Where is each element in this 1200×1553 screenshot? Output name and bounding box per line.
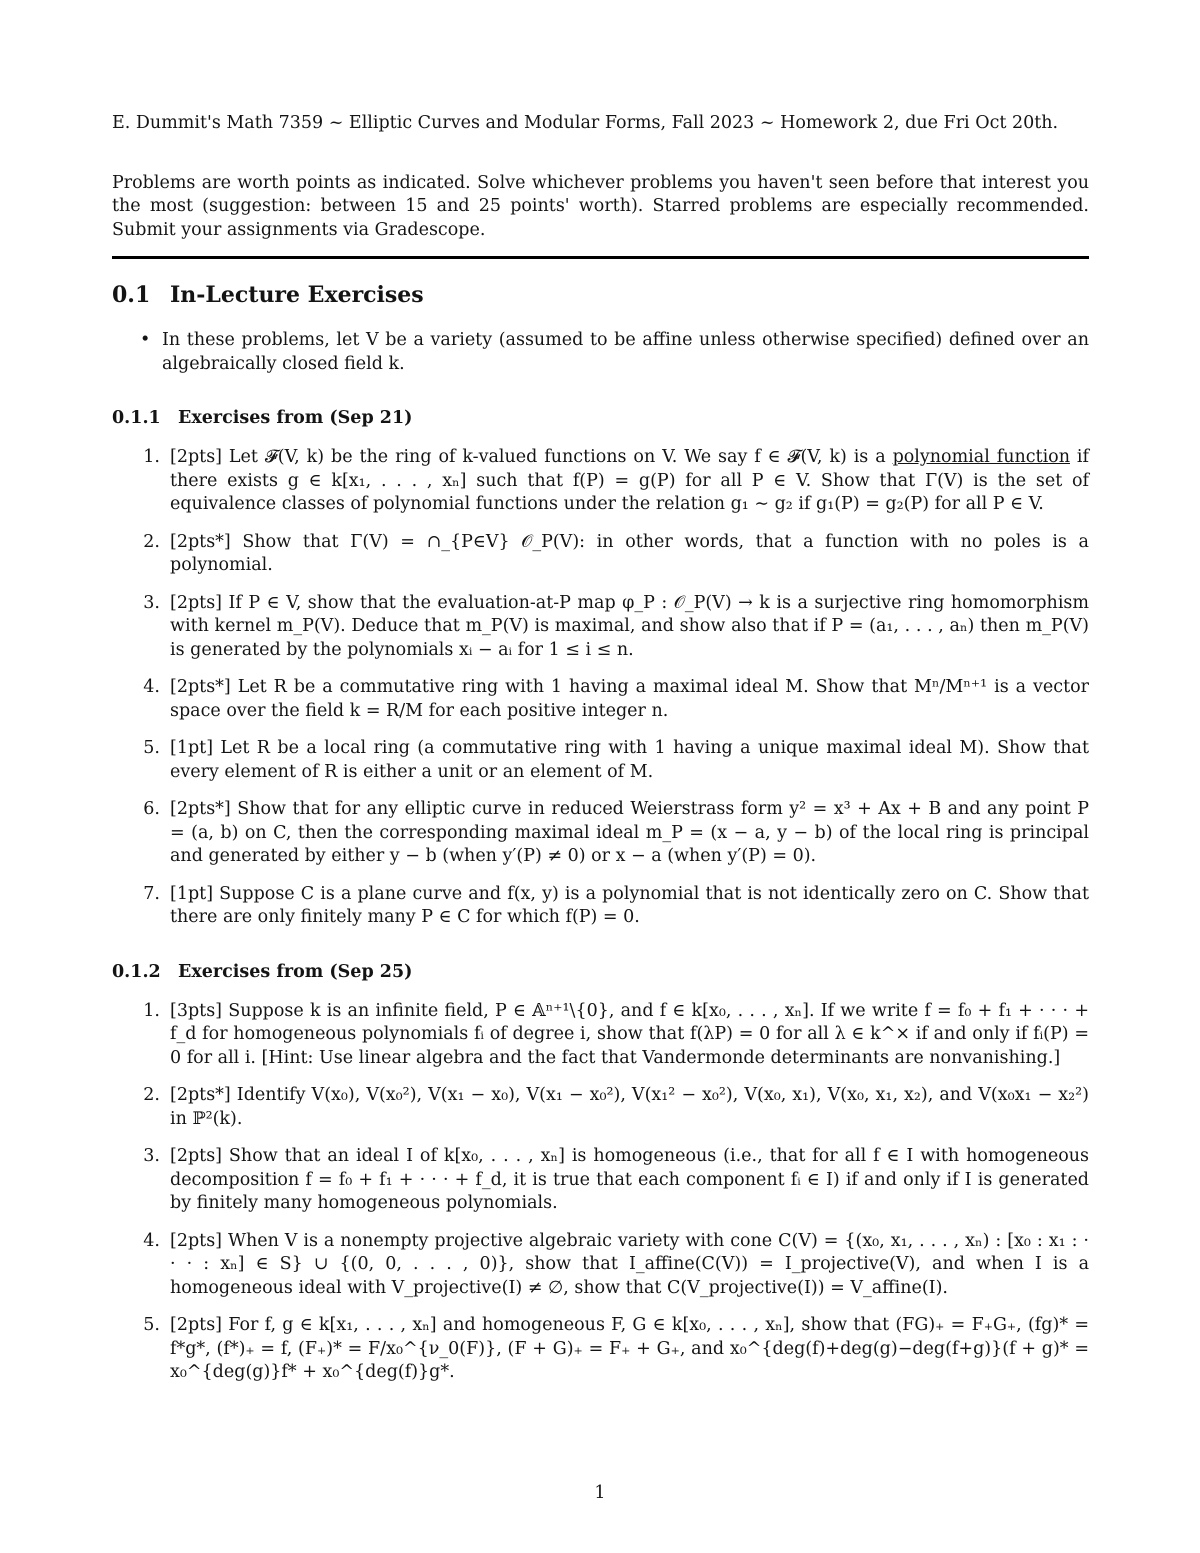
problem-item	[112, 798, 1089, 869]
problem-item	[112, 883, 1089, 930]
problem-number: 3.	[143, 592, 160, 613]
section-title: In-Lecture Exercises	[170, 282, 424, 308]
course-header: E. Dummit's Math 7359 ~ Elliptic Curves and Modular Forms, Fall 2023 ~ Homework 2, due Fri Oct 20th.	[112, 113, 1059, 133]
problem-number: 3.	[143, 1146, 160, 1166]
bullet-icon: •	[140, 330, 151, 350]
problem-text: [2pts] If P ∈ V, show that the evaluation-at-P map φ_P : 𝒪_P(V) → k is a surjective ring homomorphism with kernel m_P(V). Deduce that m_P(V) is maximal, and show also that if P = (a₁, . . . , aₙ) then m_P(V) is generated by the polynomials xᵢ − aᵢ for 1 ≤ i ≤ n.	[170, 592, 1089, 660]
subsection-number: 0.1.1	[112, 408, 161, 428]
problem-number: 5.	[143, 1315, 160, 1335]
problem-text: [2pts] Show that an ideal I of k[x₀, . . . , xₙ] is homogeneous (i.e., that for all f ∈ I with homogeneous decomposition f = f₀ + f₁ + · · · + f_d, it is true that each component fᵢ ∈ I) if and only if I is generated by finitely many homogeneous polynomials.	[170, 1146, 1089, 1213]
problem-item	[112, 1000, 1089, 1071]
page-number: 1	[594, 1483, 606, 1503]
problem-item	[112, 676, 1089, 723]
problem-text: [2pts] When V is a nonempty projective algebraic variety with cone C(V) = {(x₀, x₁, . . . , xₙ) : [x₀ : x₁ : · · · : xₙ] ∈ S} ∪ {(0, 0, . . . , 0)}, show that I_affine(C(V)) = I_projective(V), and when I is a homogeneous ideal with V_projective(I) ≠ ∅, show that C(V_projective(I)) = V_affine(I).	[170, 1230, 1089, 1298]
problem-text: [1pt] Suppose C is a plane curve and f(x, y) is a polynomial that is not identically zero on C. Show that there are only finitely many P ∈ C for which f(P) = 0.	[170, 883, 1089, 927]
problem-text: [2pts*] Let R be a commutative ring with 1 having a maximal ideal M. Show that Mⁿ/Mⁿ⁺¹ is a vector space over the field k = R/M for each positive integer n.	[170, 677, 1089, 721]
problem-item	[112, 1145, 1089, 1216]
problem-text	[160, 446, 1089, 517]
problem-text: [2pts*] Show that for any elliptic curve in reduced Weierstrass form y² = x³ + Ax + B and any point P = (a, b) on C, then the corresponding maximal ideal m_P = (x − a, y − b) of the local ring is principal and generated by either y − b (when y′(P) ≠ 0) or x − a (when y′(P) = 0).	[170, 799, 1089, 866]
problem-number: 2.	[143, 1085, 160, 1105]
bullet-item	[112, 329, 1089, 376]
problem-number: 7.	[143, 883, 160, 904]
section-heading	[112, 281, 1089, 309]
document-page	[112, 112, 1089, 1399]
section-number: 0.1	[112, 282, 151, 308]
problem-text: [2pts*] Show that Γ(V) = ∩_{P∈V} 𝒪_P(V): in other words, that a function with no poles is a polynomial.	[170, 531, 1089, 575]
problem-list	[112, 1000, 1089, 1385]
problem-item	[112, 446, 1089, 517]
problem-item	[112, 1314, 1089, 1385]
problem-text: [2pts] For f, g ∈ k[x₁, . . . , xₙ] and homogeneous F, G ∈ k[x₀, . . . , xₙ], show that (FG)₊ = F₊G₊, (fg)* = f*g*, (f*)₊ = f, (F₊)* = F/x₀^{ν_0(F)}, (F + G)₊ = F₊ + G₊, and x₀^{deg(f)+deg(g)−deg(f+g)}(f + g)* = x₀^{deg(g)}f* + x₀^{deg(f)}g*.	[170, 1315, 1089, 1382]
problem-number: 4.	[143, 677, 160, 697]
subsection-number: 0.1.2	[112, 961, 161, 982]
subsection-title: Exercises from (Sep 25)	[178, 961, 413, 982]
bullet-text: In these problems, let V be a variety (assumed to be affine unless otherwise specified) defined over an algebraically closed field k.	[162, 330, 1089, 374]
problem-number: 5.	[143, 738, 160, 758]
problem-number: 2.	[143, 531, 160, 552]
problem-text: [1pt] Let R be a local ring (a commutative ring with 1 having a unique maximal ideal M). Show that every element of R is either a unit or an element of M.	[170, 738, 1089, 782]
problem-text: [2pts*] Identify V(x₀), V(x₀²), V(x₁ − x₀), V(x₁ − x₀²), V(x₁² − x₀²), V(x₀, x₁), V(x₀, x₁, x₂), and V(x₀x₁ − x₂²) in ℙ²(k).	[170, 1085, 1089, 1129]
underlined-term: polynomial function	[892, 447, 1070, 467]
subsection-heading	[112, 960, 1089, 984]
problem-text-part: if there exists g ∈ k[x₁, . . . , xₙ] such that f(P) = g(P) for all P ∈ V. Show that Γ(V) is the set of equivalence classes of polynomial functions under the relation g₁ ∼ g₂ if g₁(P) = g₂(P) for all P ∈ V.	[170, 447, 1089, 514]
problem-number: 1.	[143, 447, 160, 467]
problem-item	[112, 1084, 1089, 1131]
problem-list	[112, 446, 1089, 930]
subsection-title: Exercises from (Sep 21)	[178, 408, 413, 428]
problem-number: 6.	[143, 799, 160, 819]
problem-number: 4.	[143, 1230, 160, 1251]
problem-text: [3pts] Suppose k is an infinite field, P ∈ 𝔸ⁿ⁺¹\{0}, and f ∈ k[x₀, . . . , xₙ]. If we write f = f₀ + f₁ + · · · + f_d for homogeneous polynomials fᵢ of degree i, show that f(λP) = 0 for all λ ∈ k^× if and only if fᵢ(P) = 0 for all i. [Hint: Use linear algebra and the fact that Vandermonde determinants are nonvanishing.]	[170, 1000, 1089, 1068]
problem-number: 1.	[143, 1000, 160, 1021]
problem-item	[112, 592, 1089, 663]
problem-item	[112, 737, 1089, 784]
problem-item	[112, 531, 1089, 578]
problem-text-part: [2pts] Let 𝓕(V, k) be the ring of k-valued functions on V. We say f ∈ 𝓕(V, k) is a	[170, 447, 893, 467]
subsection-heading	[112, 406, 1089, 430]
instructions-paragraph: Problems are worth points as indicated. Solve whichever problems you haven't seen before that interest you the most (suggestion: between 15 and 25 points' worth). Starred problems are especially recommended. Submit your assignments via Gradescope.	[112, 172, 1089, 240]
problem-item	[112, 1230, 1089, 1301]
horizontal-rule	[112, 256, 1089, 259]
